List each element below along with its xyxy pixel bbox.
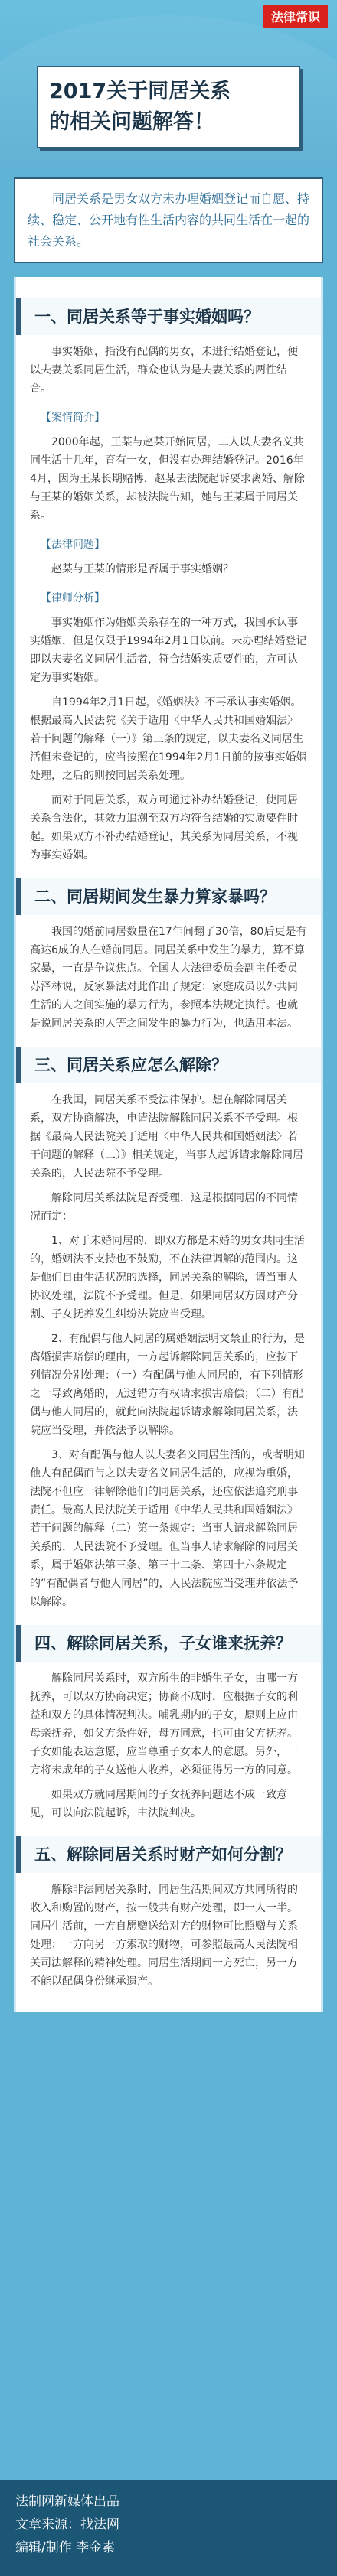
section-heading: 三、同居关系应怎么解除？ [16,1047,321,1083]
paragraph: 事实婚姻作为婚姻关系存在的一种方式，我国承认事实婚姻，但是仅限于1994年2月1日以前。未办理结婚登记即以夫妻名义同居生活者，符合结婚实质要件的，方可认定为事实婚姻。 [30,617,307,684]
title-card [37,66,300,148]
paragraph: 2、有配偶与他人同居的属婚姻法明文禁止的行为，是离婚损害赔偿的理由，一方起诉解除同居关系的，应按下列情况分别处理：（一）有配偶与他人同居的，有下列情形之一导致离婚的，无过错方有权请求损害赔偿；（二）有配偶与他人同居的，就此向法院起诉请求解除同居关系，法院应当受理，并依法予以解除。 [30,1333,305,1437]
section-tag: 【法律问题】 [41,539,105,551]
intro-box: 同居关系是男女双方未办理婚姻登记而自愿、持续、稳定、公开地有性生活内容的共同生活在一起的社会关系。 [14,177,323,263]
section-tag: 【律师分析】 [41,592,105,604]
paragraph: 1、对于未婚同居的，即双方都是未婚的男女共同生活的，婚姻法不支持也不鼓励，不在法律调解的范围内。这是他们自由生活状况的选择，同居关系的解除，请当事人协议处理，法院不予受理。但是，如果同居双方因财产分割、子女抚养发生纠纷法院应当受理。 [30,1235,305,1321]
paragraph: 如果双方就同居期间的子女抚养问题达不成一致意见，可以向法院起诉，由法院判决。 [30,1789,287,1819]
paragraph: 赵某与王某的情形是否属于事实婚姻？ [51,563,234,575]
paragraph: 事实婚姻，指没有配偶的男女，未进行结婚登记，便以夫妻关系同居生活，群众也认为是夫妻关系的两性结合。 [30,346,298,395]
paragraph: 解除非法同居关系时，同居生活期间双方共同所得的收入和购置的财产，按一般共有财产处理，即一人一半。同居生活前，一方自愿赠送给对方的财物可比照赠与关系处理；一方向另一方索取的财物，可参照最高人民法院相关司法解释的精神处理。同居生活期间一方死亡，另一方不能以配偶身份继承遗产。 [30,1884,298,1988]
section-heading: 二、同居期间发生暴力算家暴吗？ [16,878,321,915]
section-tag: 【案情简介】 [41,412,105,424]
paragraph: 而对于同居关系，双方可通过补办结婚登记，使同居关系合法化，其效力追溯至双方均符合结婚的实质要件时起。如果双方不补办结婚登记，其关系为同居关系，不视为事实婚姻。 [30,794,298,861]
paragraph: 3、对有配偶与他人以夫妻名义同居生活的，或者明知他人有配偶而与之以夫妻名义同居生活的，应视为重婚，法院不但应一律解除他们的同居关系，还应依法追究刑事责任。最高人民法院关于适用《中华人民共和国婚姻法》若干问题的解释（二）第一条规定：当事人请求解除同居关系的，人民法院不予受理。但当事人请求解除的同居关系，属于婚姻法第三条、第三十二条、第四十六条规定的“有配偶者与他人同居”的，人民法院应当受理并依法予以解除。 [30,1449,305,1608]
paragraph: 2000年起，王某与赵某开始同居，二人以夫妻名义共同生活十几年，育有一女，但没有办理结婚登记。2016年4月，因为王某长期赌博，赵某去法院起诉要求离婚、解除与王某的婚姻关系，却被法院告知，她与王某属于同居关系。 [30,436,305,522]
footer-editor: 编辑/制作 李金素 [15,2540,116,2555]
paragraph: 解除同居关系法院是否受理，这是根据同居的不同情况而定： [30,1192,298,1223]
page-title-line-2: 的相关问题解答！ [49,110,214,134]
header-banner [0,0,337,168]
brand-badge: 法律常识 [263,5,328,28]
page-title-line-1: 2017关于同居关系 [49,80,231,103]
paragraph: 我国的婚前同居数量在17年间翻了30倍，80后更是有高达6成的人在婚前同居。同居关系中发生的暴力，算不算家暴，一直是争议焦点。全国人大法律委员会副主任委员苏泽林说，反家暴法对此作出了规定：家庭成员以外共同生活的人之间实施的暴力行为，参照本法规定执行。也就是说同居关系的人等之间发生的暴力行为，也适用本法。 [30,926,307,1030]
paragraph: 在我国，同居关系不受法律保护。想在解除同居关系，双方协商解决，申请法院解除同居关系不予受理。根据《最高人民法院关于适用〈中华人民共和国婚姻法〉若干问题的解释（二）》相关规定，当事人起诉请求解除同居关系的，人民法院不予受理。 [30,1094,303,1180]
footer-publisher: 法制网新媒体出品 [15,2494,119,2509]
section-heading: 五、解除同居关系时财产如何分割？ [16,1836,321,1873]
footer-source: 文章来源：找法网 [15,2517,119,2532]
paragraph: 解除同居关系时，双方所生的非婚生子女，由哪一方抚养，可以双方协商决定；协商不成时，应根据子女的利益和双方的具体情况判决。哺乳期内的子女，原则上应由母亲抚养，如父方条件好，母方同意，也可由父方抚养。子女如能表达意愿，应当尊重子女本人的意愿。另外，一方将未成年的子女送他人收养，必须征得另一方的同意。 [30,1672,298,1776]
section-heading: 四、解除同居关系，子女谁来抚养？ [16,1625,321,1662]
paragraph: 自1994年2月1日起，《婚姻法》不再承认事实婚姻。根据最高人民法院《关于适用〈中华人民共和国婚姻法〉若干问题的解释（一）》第三条的规定，以夫妻名义同居生活但未登记的，应当按照在1994年2月1日前的按事实婚姻处理，之后的则按同居关系处理。 [30,696,307,782]
article-content [14,277,323,2012]
section-heading: 一、同居关系等于事实婚姻吗？ [16,298,321,335]
footer [0,2480,337,2576]
